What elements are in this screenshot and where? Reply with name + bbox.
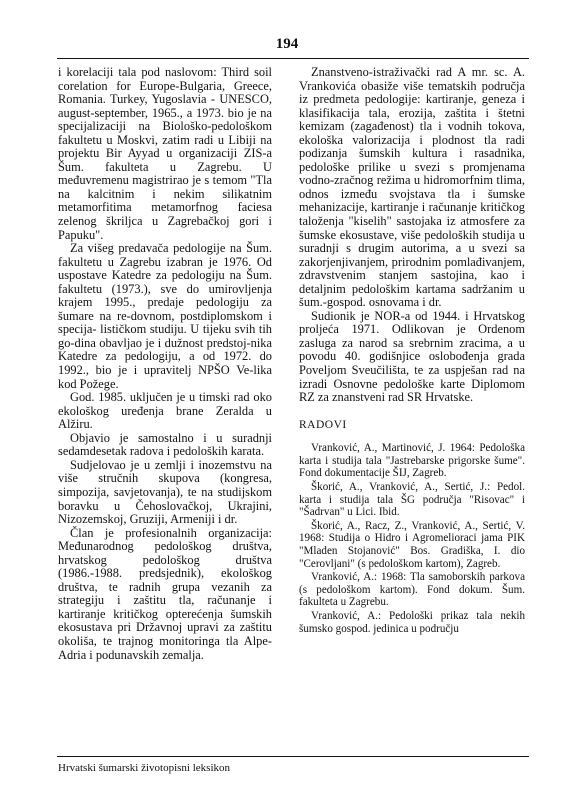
right-column — [299, 66, 525, 636]
reference-item: Škorić, A., Racz, Z., Vranković, A., Sertić, V. 1968: Studija o Hidro i Agromelioraci jama PIK "Mladen Stojanović" Bos. Gradiška, I. dio "Cerovljani" (s pedološkom kartom), Zagreb. — [299, 519, 525, 570]
references-list — [299, 442, 525, 635]
footer-rule — [57, 756, 529, 757]
page-number: 194 — [275, 36, 299, 52]
reference-item: Vranković, A.: Pedološki prikaz tala nekih šumsko gospod. jedinica u području — [299, 609, 525, 635]
body-paragraph: Sudionik je NOR-a od 1944. i Hrvatskog proljeća 1971. Odlikovan je Ordenom zasluga za narod sa srebrnim zracima, a u povodu 40. godišnjice oslobođenja grada Poveljom Sveučilišta, te za uspješan rad na izradi Osnovne pedološke karte Diplomom RZ za znanstveni rad SR Hrvatske. — [299, 308, 525, 405]
reference-item: Vranković, A.: 1968: Tla samoborskih parkova (s pedološkom kartom). Fond dokum. Šum. fakulteta u Zagrebu. — [299, 571, 525, 609]
body-paragraph: Član je profesionalnih organizacija: Međunarodnog pedološkog društva, hrvatskog pedološkog društva (1986.-1988. predsjednik), ekološkog društva, te radnih grupa vezanih za strategiju i zaštitu tla, računanje i kartiranje kritičkog opterećenja šumskih ekosustava pri Državnoj upravi za zaštitu okoliša, te trajnog monitoringa tla Alpe-Adria i podunavskih zemalja. — [58, 525, 272, 662]
reference-item: Škorić, A., Vranković, A., Sertić, J.: Pedol. karta i studija tala ŠG područja "Risovac" i "Šadrvan" u Lici. Ibid. — [299, 481, 525, 519]
body-paragraph: Objavio je samostalno i u suradnji sedamdesetak radova i pedoloških karata. — [58, 430, 272, 459]
left-column — [58, 66, 272, 662]
reference-item: Vranković, A., Martinović, J. 1964: Pedološka karta i studija tala "Jastrebarske prigorske šume". Fond dokumentacije ŠIJ, Zagreb. — [299, 442, 525, 480]
body-paragraph: Za višeg predavača pedologije na Šum. fakultetu u Zagrebu izabran je 1976. Od uspostave Katedre za pedologiju na Šum. fakultetu (1973.), sve do umirovljenja krajem 1995., predaje pedologiju za šumare na re-dovnom, postdiplomskom i specija- lističkom studiju. U tijeku svih tih go-dina obavljao je i dužnost predstoj-nika Katedre za pedologiju, a od 1972. do 1992., bio je i upravitelj NPŠO Ve-lika kod Požege. — [58, 241, 272, 391]
footer-text: Hrvatski šumarski životopisni leksikon — [58, 762, 231, 774]
body-paragraph: God. 1985. uključen je u timski rad oko ekološkog uređenja brane Zeralda u Alžiru. — [58, 390, 272, 432]
body-paragraph: Sudjelovao je u zemlji i inozemstvu na više stručnih skupova (kongresa, simpozija, savjetovanja), te na studijskom boravku u Čehoslovačkoj, Ukrajini, Nizozemskoj, Gruziji, Armeniji i dr. — [58, 457, 272, 527]
section-heading: RADOVI — [299, 418, 347, 431]
body-paragraph: Znanstveno-istraživački rad A mr. sc. A. Vrankovića obasiže više tematskih područja iz predmeta pedologije: kartiranje, geneza i klasifikacija tala, erozija, zaštita i štetni kemizam (zagađenost) tla i vodnih tokova, ekološka valorizacija i plodnost tla radi podizanja šumskih kultura i rasadnika, pedološke prilike u svezi s promjenama vodno-zračnog režima u hidromorfnim tlima, odnos između svojstava tla i šumske mehanizacije, kartiranje i računanje kritičkog taloženja "kiselih" sastojaka iz atmosfere za šumske ekosustave, više pedoloških studija u suradnji s drugim autorima, a u svezi sa zakorjenjivanjem, prirodnim pomlađivanjem, zdravstvenim stanjem sastojina, kao i detaljnim pedološkim kartama sadržanim u šum.-gospod. osnovama i dr. — [299, 65, 525, 310]
body-paragraph: i korelaciji tala pod naslovom: Third soil corelation for Europe-Bulgaria, Greece, Romania. Turkey, Yugoslavia - UNESCO, august-september, 1965., a 1973. bio je na specijalizaciji na Biološko-pedološkom fakultetu u Moskvi, zatim radi u Libiji na projektu Bir Ayyad u organizaciji ZIS-a Šum. fakulteta u Zagrebu. U međuvremenu magistrirao je s temom "Tla na kalcitnim i nekim silikatnim metamorfitima metamorfnog faciesa zelenog škriljca u Zagrebačkoj gori i Papuku". — [58, 65, 272, 242]
header-rule — [57, 58, 529, 59]
